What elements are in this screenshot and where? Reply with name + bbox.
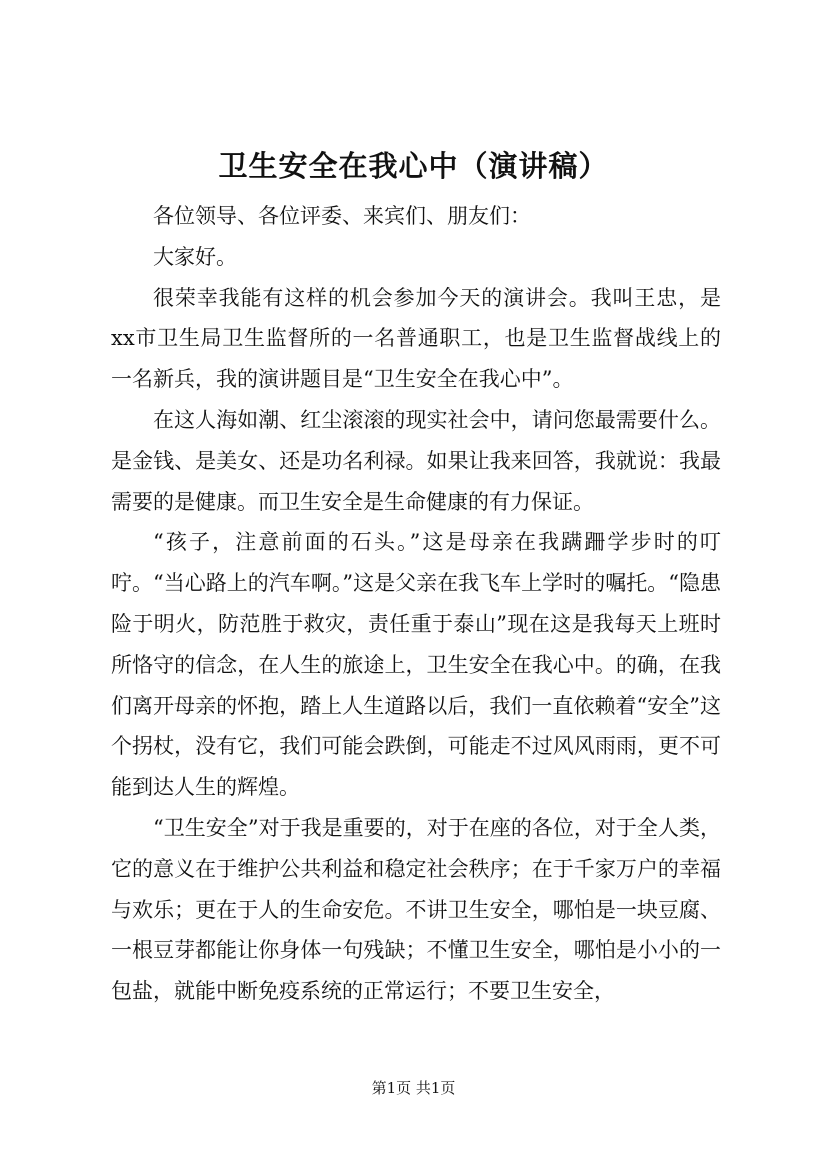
page-footer: 第1页 共1页: [371, 1079, 456, 1097]
paragraph-health-question: 在这人海如潮、红尘滚滚的现实社会中，请问您最需要什么。是金钱、是美女、还是功名利禄。如果让我来回答，我就说：我最需要的是健康。而卫生安全是生命健康的有力保证。: [111, 407, 721, 514]
document-title: 卫生安全在我心中（演讲稿）: [218, 149, 609, 183]
paragraph-introduction: 很荣幸我能有这样的机会参加今天的演讲会。我叫王忠，是xx市卫生局卫生监督所的一名普通职工，也是卫生监督战线上的一名新兵，我的演讲题目是“卫生安全在我心中”。: [111, 285, 721, 392]
document-body: [111, 196, 721, 1012]
paragraph-parents-advice: “孩子，注意前面的石头。”这是母亲在我蹒跚学步时的叮咛。“当心路上的汽车啊。”这是父亲在我飞车上学时的嘱托。“隐患险于明火，防范胜于救灾，责任重于泰山”现在这是我每天上班时所恪守的信念，在人生的旅途上，卫生安全在我心中。的确，在我们离开母亲的怀抱，踏上人生道路以后，我们一直依赖着“安全”这个拐杖，没有它，我们可能会跌倒，可能走不过风风雨雨，更不可能到达人生的辉煌。: [111, 530, 721, 800]
paragraph-greeting: 大家好。: [153, 244, 237, 269]
paragraph-salutation: 各位领导、各位评委、来宾们、朋友们：: [153, 204, 531, 228]
paragraph-safety-importance: “卫生安全”对于我是重要的，对于在座的各位，对于全人类，它的意义在于维护公共利益和稳定社会秩序；在于千家万户的幸福与欢乐；更在于人的生命安危。不讲卫生安全，哪怕是一块豆腐、一根豆芽都能让你身体一句残缺；不懂卫生安全，哪怕是小小的一包盐，就能中断免疫系统的正常运行；不要卫生安全，: [111, 815, 721, 1004]
